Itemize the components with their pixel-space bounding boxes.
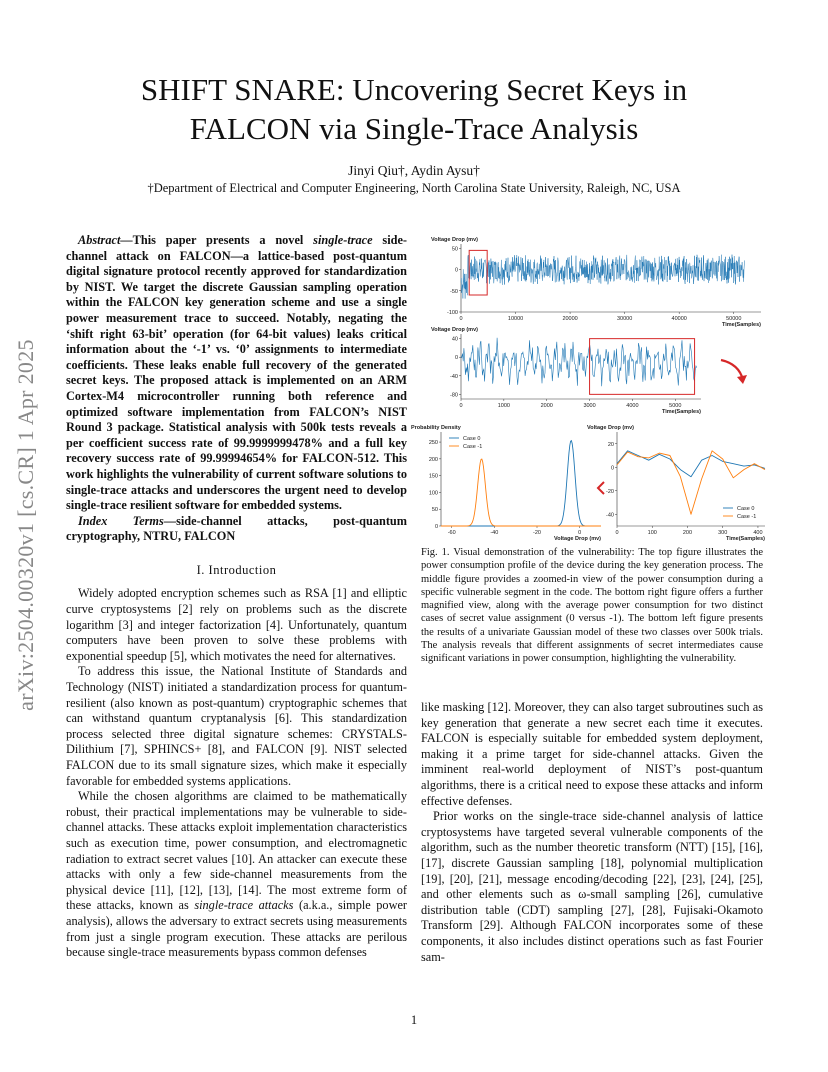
legend-label: Case 0: [463, 436, 481, 442]
x-axis-title: Time(Samples): [721, 322, 761, 328]
x-axis-title: Time(Samples): [725, 536, 765, 542]
y-tick-label: 0: [454, 355, 458, 362]
x-tick-label: 5000: [669, 403, 682, 409]
y-tick-label: 40: [451, 336, 458, 343]
x-tick-label: 1000: [497, 403, 510, 409]
y-axis-title: Voltage Drop (mv): [431, 327, 478, 333]
y-tick-label: -40: [450, 373, 458, 380]
x-tick-label: 3000: [583, 403, 596, 409]
x-tick-label: 50000: [726, 316, 742, 322]
y-tick-label: 50: [451, 246, 458, 253]
x-tick-label: 400: [753, 530, 763, 536]
trace-line-zoom: [461, 338, 697, 386]
arxiv-stamp: [8, 290, 44, 760]
y-tick-label: 0: [434, 524, 438, 530]
x-tick-label: 2000: [540, 403, 553, 409]
y-tick-label: -50: [450, 288, 458, 295]
y-tick-label: 250: [428, 440, 438, 447]
figure-caption: Fig. 1. Visual demonstration of the vulnerability: The top figure illustrates the power consumption profile of the device during the key generation process. The middle figure provides a zoomed-in view of the power consumption during a specific vulnerable segment in the code. The bottom right figure offers a further magnified view, along with the average power consumption for two distinct cases of secret value assignment (0 versus -1). The bottom left figure presents the results of a univariate Gaussian model of these two classes over 500k trials. The analysis reveals that different assignments of secret intermediates cause significant variations in power consumption, highlighting the vulnerability.: [421, 547, 763, 665]
x-tick-label: -60: [447, 530, 456, 536]
intro-paragraph-1: Widely adopted encryption schemes such as RSA [1] and elliptic curve cryptosystems [2] rely on problems such as the discrete logarithm [3] and integer factorization [4]. Unfortunately, quantum computers have been proven to solve these problems with exponential speedup [5], which motivates the need for alternatives.: [66, 586, 407, 663]
right-column: [421, 700, 763, 965]
right-paragraph-2: Prior works on the single-trace side-channel analysis of lattice cryptosystems have targeted several vulnerable components of the algorithm, such as the number theoretic transform (NTT) [15], [16], [17], discrete Gaussian sampling [18], polynomial multiplication [19], [20], [21], message encoding/decoding [22], [23], [24], [25], and other elements such as ω-small sampling [26], cumulative distribution table (CDT) sampling [27], [28], Fujisaki-Okamoto Transform [29]. Although FALCON incorporates some of these components, it also includes distinct operations such as fast Fourier sam-: [421, 809, 763, 964]
figure-1-svg: [411, 232, 773, 544]
trace-line-full: [461, 255, 745, 299]
x-tick-label: -20: [533, 530, 541, 536]
x-tick-label: 40000: [671, 316, 687, 322]
x-tick-label: 0: [459, 403, 463, 409]
index-terms-label: Index Terms: [78, 513, 164, 528]
abstract-label: Abstract—: [78, 233, 133, 247]
right-paragraph-1: like masking [12]. Moreover, they can also target subroutines such as key generation that generate a new secret each time it executes. FALCON is especially suitable for embedded system deployment, making it a prime target for side-channel attacks. Given the imminent real-world deployment of NIST’s post-quantum algorithms, there is a critical need to expose these attacks and inform effective defenses.: [421, 700, 763, 808]
y-tick-label: 0: [454, 267, 458, 274]
section-heading: I. Introduction: [196, 562, 277, 577]
legend-label: Case 0: [737, 506, 755, 512]
x-tick-label: 200: [682, 530, 693, 536]
x-tick-label: 100: [647, 530, 657, 536]
red-arrowhead: [737, 375, 747, 384]
paper-title: [60, 70, 768, 148]
y-tick-label: -100: [446, 310, 458, 316]
red-chevron: [598, 482, 604, 494]
intro-paragraph-3: While the chosen algorithms are claimed to be mathematically robust, their practical implementations may be vulnerable to side-channel attacks. These attacks exploit implementation characteristics such as execution time, power consumption, and electromagnetic radiation to extract secret values [10]. An attacker can execute these attacks with only a few side-channel measurements from the physical device [11], [12], [13], [14]. The most extreme form of these attacks, known as single-trace attacks (a.k.a., simple power analysis), allows the adversary to extract secrets using measurements from just a single program execution. These attacks are perilous because single-trace measurements bypass common defenses: [66, 789, 408, 960]
x-tick-label: 0: [615, 530, 619, 536]
x-axis-title: Time(Samples): [661, 409, 701, 415]
density-curve-1: [441, 459, 601, 526]
legend-label: Case -1: [737, 514, 757, 520]
y-tick-label: 50: [431, 507, 438, 514]
y-tick-label: 100: [428, 490, 438, 497]
y-axis-title: Voltage Drop (mv): [587, 425, 634, 431]
x-tick-label: 10000: [507, 316, 524, 322]
legend-label: Case -1: [463, 444, 483, 450]
authors: Jinyi Qiu†, Aydin Aysu†: [348, 163, 480, 178]
intro-paragraph-2: To address this issue, the National Institute of Standards and Technology (NIST) initiated a standardization process for quantum-resilient (also known as post-quantum) cryptographic schemes that can withstand quantum cryptanalysis [6]. This standardization process selected three digital signature schemes: CRYSTALS-Dilithium [7], SPHINCS+ [8], and FALCON [9]. NIST selected FALCON due to its small signature sizes, which make it especially favorable for embedded systems applications.: [66, 664, 407, 788]
x-tick-label: -40: [490, 530, 499, 536]
affiliation: †Department of Electrical and Computer Engineering, North Carolina State University, Raleigh, NC, USA: [147, 181, 681, 195]
arxiv-stamp-text: arXiv:2504.00320v1 [cs.CR] 1 Apr 2025: [13, 339, 38, 711]
y-tick-label: 20: [607, 441, 614, 448]
x-axis-title: Voltage Drop (mv): [554, 536, 601, 542]
y-tick-label: 0: [610, 465, 614, 472]
figure-1: [411, 232, 773, 544]
avg-trace-0: [617, 451, 765, 477]
density-curve-0: [441, 441, 601, 526]
x-tick-label: 4000: [626, 403, 639, 409]
abstract: Abstract—This paper presents a novel single-trace side-channel attack on FALCON—a lattice-based post-quantum digital signature protocol recently approved for standardization by NIST. We target the discrete Gaussian sampling operation within the FALCON key generation scheme and use a single power measurement trace to succeed. Notably, negating the ‘shift right 63-bit’ operation (for 64-bit values) leaks critical information about the ‘-1’ vs. ‘0’ assignments to intermediate coefficients. These leaks enable full recovery of the generated secret keys. The proposed attack is implemented on an ARM Cortex-M4 microcontroller running both reference and optimized software implementation from FALCON’s NIST Round 3 package. Statistical analysis with 500k tests reveals a per coefficient success rate of 99.9999999478% and a full key recovery success rate of 99.99994654% for FALCON-512. This work highlights the vulnerability of current software solutions to single-trace attacks and underscores the urgent need to develop single-trace resilient software for embedded systems.: [66, 233, 407, 513]
avg-trace-1: [617, 451, 765, 515]
x-tick-label: 0: [578, 530, 582, 536]
left-column: [66, 233, 407, 961]
y-tick-label: -40: [606, 512, 614, 519]
y-tick-label: 150: [428, 473, 438, 480]
y-axis-title: Probability Density: [411, 425, 461, 431]
y-tick-label: -20: [606, 488, 614, 495]
x-tick-label: 0: [459, 316, 463, 322]
page-number: 1: [410, 1013, 418, 1027]
index-terms: Index Terms—side-channel attacks, post-quantum cryptography, NTRU, FALCON: [66, 513, 407, 544]
x-tick-label: 300: [718, 530, 728, 536]
y-axis-title: Voltage Drop (mv): [431, 237, 478, 243]
title-line-1: SHIFT SNARE: Uncovering Secret Keys in: [140, 72, 688, 107]
title-line-2: FALCON via Single-Trace Analysis: [189, 111, 639, 146]
x-tick-label: 20000: [562, 316, 578, 322]
y-tick-label: -80: [450, 392, 458, 399]
y-tick-label: 200: [428, 456, 438, 463]
x-tick-label: 30000: [616, 316, 633, 322]
